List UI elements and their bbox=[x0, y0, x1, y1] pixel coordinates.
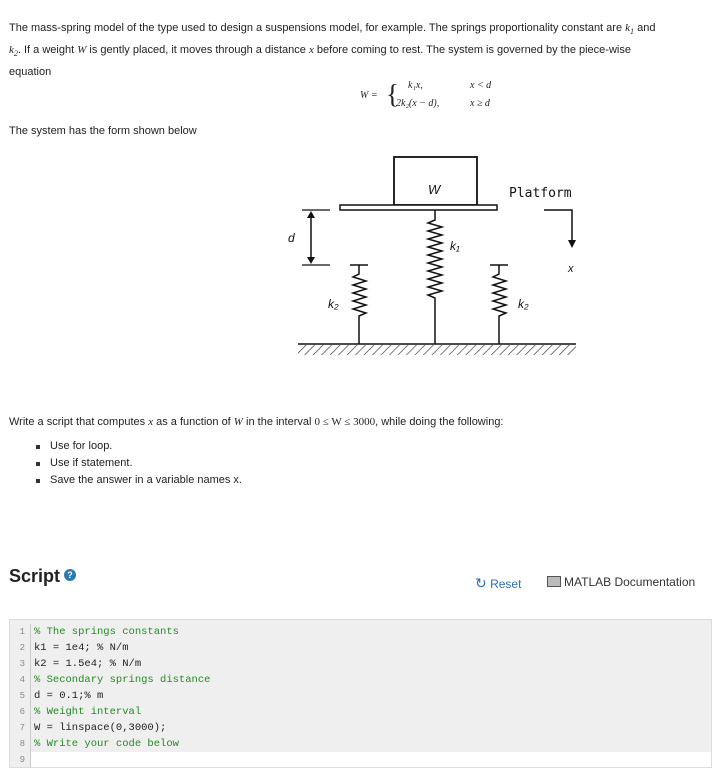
intro-line-1: The mass-spring model of the type used to design a suspensions model, for example. The springs proportionality constant are $k_1$ and bbox=[9, 22, 656, 37]
list-item: Save the answer in a variable names x. bbox=[36, 472, 242, 489]
help-icon[interactable]: ? bbox=[64, 569, 76, 581]
x-label: x bbox=[568, 263, 574, 275]
line-number: 1 bbox=[19, 627, 25, 637]
line-number: 2 bbox=[19, 643, 25, 653]
intro-line-3: equation bbox=[9, 66, 52, 79]
k2-symbol: $k_2$ bbox=[9, 44, 18, 59]
equation-case2-expr: 2k₂(x − d), bbox=[396, 98, 440, 109]
reset-icon: ↻ bbox=[475, 575, 487, 591]
reset-label: Reset bbox=[490, 577, 522, 591]
code-editor[interactable] bbox=[9, 619, 712, 768]
k1-label: k₁ bbox=[450, 239, 460, 253]
interval: 0 ≤ W ≤ 3000 bbox=[314, 416, 376, 428]
mass-label: W bbox=[428, 182, 441, 197]
reset-button[interactable] bbox=[475, 575, 521, 592]
piecewise-equation bbox=[360, 78, 520, 118]
code-lines[interactable] bbox=[30, 624, 711, 768]
code-line[interactable]: % The springs constants bbox=[34, 626, 179, 638]
line-number: 4 bbox=[19, 675, 25, 685]
code-line[interactable]: % Secondary springs distance bbox=[34, 674, 211, 686]
k1-symbol: $k_1$ bbox=[625, 22, 635, 37]
k2-right-label: k₂ bbox=[518, 297, 529, 311]
line-number: 9 bbox=[19, 755, 25, 765]
code-line[interactable]: W = linspace(0,3000); bbox=[34, 722, 167, 734]
line-number: 5 bbox=[19, 691, 25, 701]
d-label: d bbox=[288, 231, 295, 245]
intro-paragraph bbox=[9, 19, 709, 81]
k2-left-label: k₂ bbox=[328, 297, 339, 311]
equation-case1-expr: k₁x, bbox=[408, 80, 423, 91]
equation-brace: { bbox=[386, 79, 399, 109]
spring-k2-right bbox=[493, 265, 506, 344]
equation-lhs: W = bbox=[360, 90, 378, 101]
line-number: 3 bbox=[19, 659, 25, 669]
list-item: Use if statement. bbox=[36, 455, 242, 472]
code-line[interactable]: k2 = 1.5e4; % N/m bbox=[34, 658, 142, 670]
platform bbox=[340, 205, 497, 210]
task-text: Write a script that computes x as a function of W in the interval 0 ≤ W ≤ 3000, while doing the following: bbox=[9, 416, 504, 428]
line-number: 8 bbox=[19, 739, 25, 749]
spring-k1 bbox=[428, 210, 442, 344]
equation-case1-cond: x < d bbox=[470, 80, 492, 91]
code-line[interactable]: k1 = 1e4; % N/m bbox=[34, 642, 129, 654]
mass-block bbox=[394, 157, 477, 205]
documentation-label: MATLAB Documentation bbox=[564, 575, 696, 589]
ground-hatch bbox=[298, 345, 576, 355]
intro-line-2: $k_2$. If a weight W is gently placed, it moves through a distance x before coming to rest. The system is governed by the piece-wise bbox=[9, 44, 631, 59]
mass-spring-figure bbox=[280, 150, 580, 360]
script-heading: Script ? bbox=[9, 566, 76, 587]
code-line[interactable]: d = 0.1;% m bbox=[34, 690, 104, 702]
documentation-icon bbox=[547, 576, 561, 587]
code-line[interactable]: % Weight interval bbox=[34, 706, 142, 718]
platform-label: Platform bbox=[509, 186, 572, 201]
line-number: 7 bbox=[19, 723, 25, 733]
line-number-gutter bbox=[10, 624, 28, 768]
system-form-text: The system has the form shown below bbox=[9, 125, 197, 137]
line-number: 6 bbox=[19, 707, 25, 717]
list-item: Use for loop. bbox=[36, 438, 242, 455]
equation-case2-cond: x ≥ d bbox=[470, 98, 490, 109]
code-line[interactable]: % Write your code below bbox=[34, 738, 179, 750]
spring-k2-left bbox=[353, 265, 366, 344]
matlab-documentation-link[interactable] bbox=[547, 575, 695, 589]
requirements-list bbox=[36, 438, 242, 489]
x-arrow bbox=[544, 210, 572, 244]
